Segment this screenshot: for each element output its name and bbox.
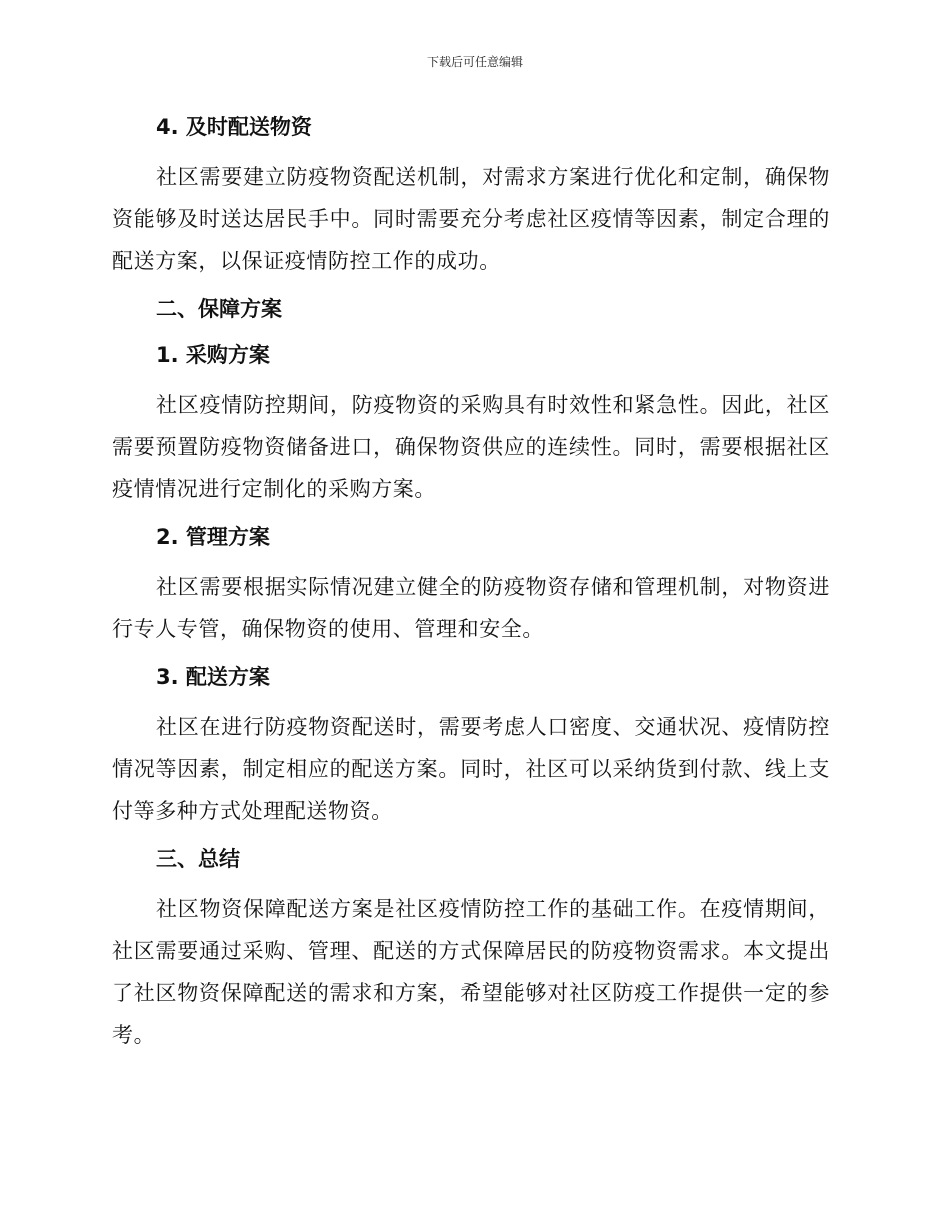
paragraph-management: 社区需要根据实际情况建立健全的防疫物资存储和管理机制，对物资进行专人专管，确保物资的使用、管理和安全。 — [112, 575, 830, 641]
page-header: 下载后可任意编辑 — [426, 55, 523, 69]
paragraph-procurement: 社区疫情防控期间，防疫物资的采购具有时效性和紧急性。因此，社区需要预置防疫物资储备进口，确保物资供应的连续性。同时，需要根据社区疫情情况进行定制化的采购方案。 — [112, 393, 830, 501]
paragraph-delivery: 社区在进行防疫物资配送时，需要考虑人口密度、交通状况、疫情防控情况等因素，制定相应的配送方案。同时，社区可以采纳货到付款、线上支付等多种方式处理配送物资。 — [112, 715, 830, 823]
paragraph-summary: 社区物资保障配送方案是社区疫情防控工作的基础工作。在疫情期间，社区需要通过采购、管理、配送的方式保障居民的防疫物资需求。本文提出了社区物资保障配送的需求和方案，希望能够对社区防疫工作提供一定的参考。 — [112, 897, 830, 1047]
heading-section-2-guarantee: 二、保障方案 — [156, 297, 282, 321]
heading-2-management: 2. 管理方案 — [156, 525, 270, 549]
heading-section-3-summary: 三、总结 — [156, 847, 240, 871]
heading-4-timely-delivery: 4. 及时配送物资 — [156, 115, 312, 139]
heading-1-procurement: 1. 采购方案 — [156, 343, 270, 367]
paragraph-timely-delivery: 社区需要建立防疫物资配送机制，对需求方案进行优化和定制，确保物资能够及时送达居民手中。同时需要充分考虑社区疫情等因素，制定合理的配送方案，以保证疫情防控工作的成功。 — [112, 165, 830, 273]
heading-3-delivery: 3. 配送方案 — [156, 665, 270, 689]
document-body — [112, 110, 830, 1056]
